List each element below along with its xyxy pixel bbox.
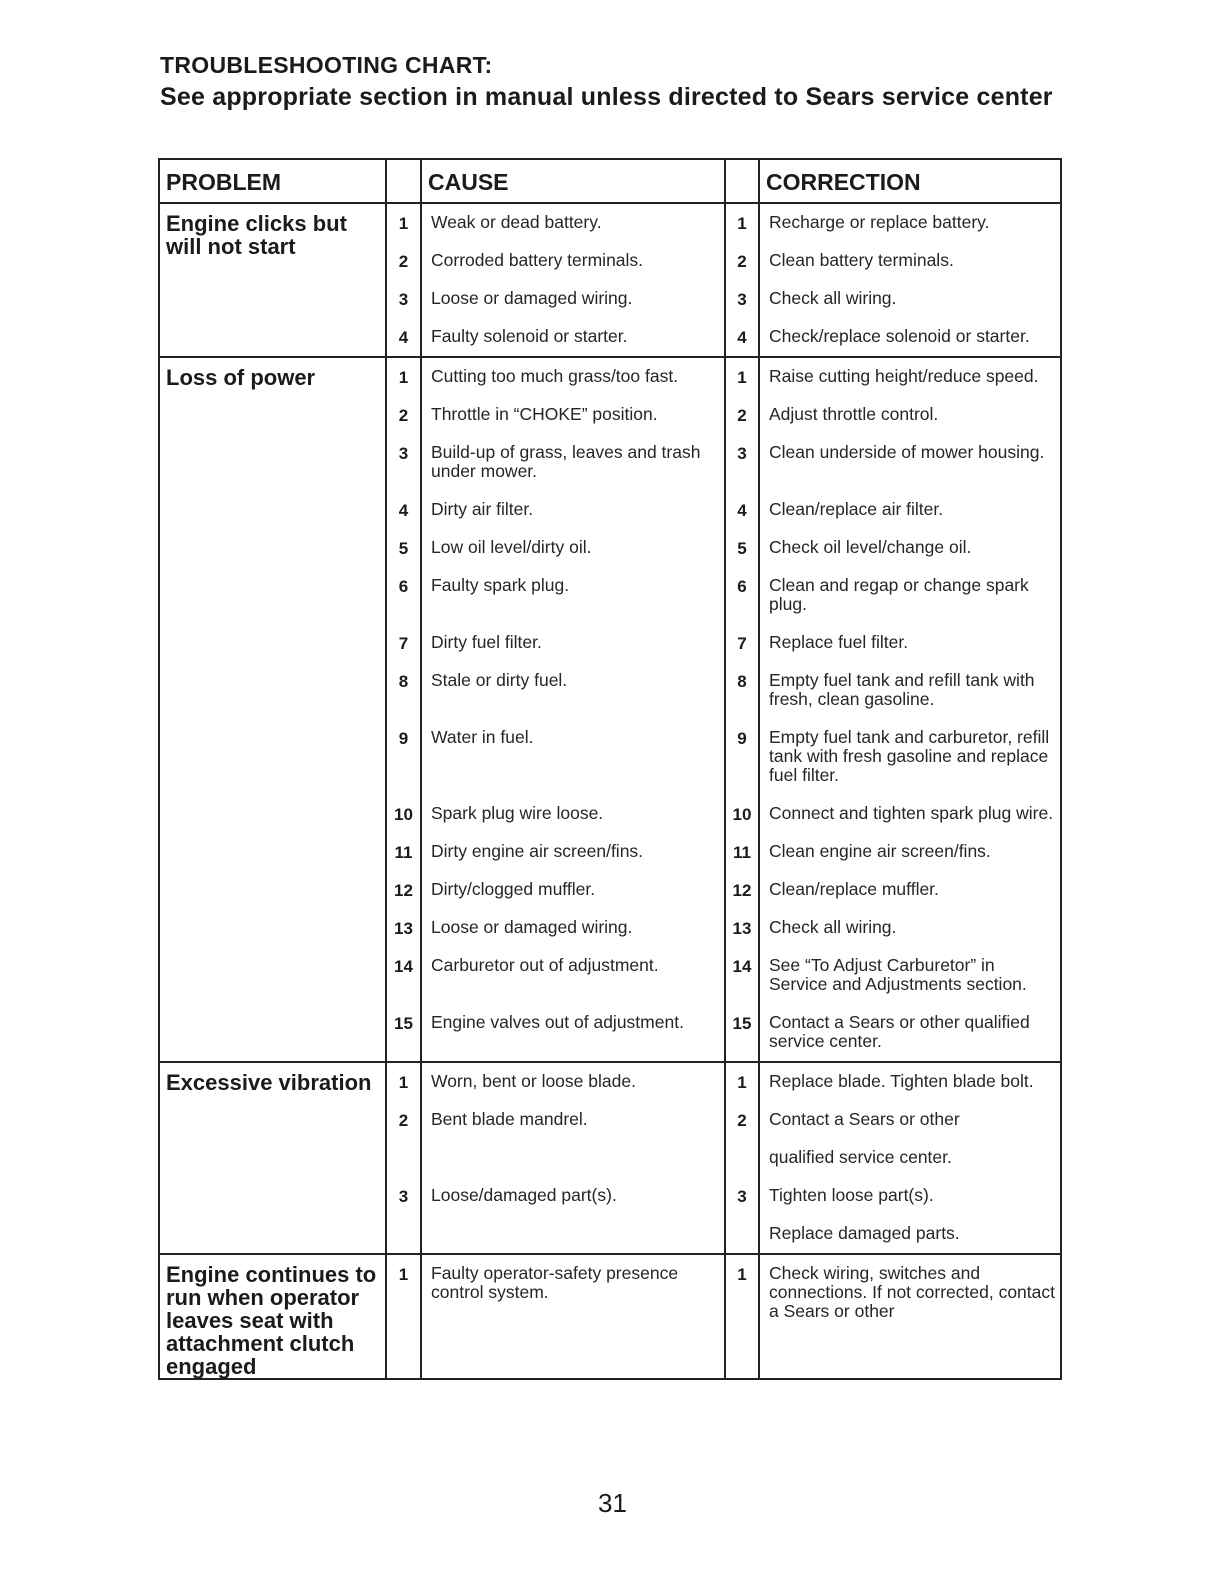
cause-cell: Dirty fuel filter. xyxy=(421,624,725,662)
correction-number: 3 xyxy=(725,280,759,318)
cause-cell: Faulty operator-safety presence control system. xyxy=(421,1254,725,1379)
correction-number: 12 xyxy=(725,871,759,909)
table-header-row xyxy=(159,159,1061,203)
cause-number: 14 xyxy=(386,947,421,1004)
correction-number: 10 xyxy=(725,795,759,833)
correction-number: 4 xyxy=(725,491,759,529)
correction-cell: Replace fuel filter. xyxy=(759,624,1061,662)
cause-cell: Faulty spark plug. xyxy=(421,567,725,624)
cause-number: 1 xyxy=(386,203,421,242)
correction-cell: Clean battery terminals. xyxy=(759,242,1061,280)
cause-cell: Corroded battery terminals. xyxy=(421,242,725,280)
correction-cell: Check all wiring. xyxy=(759,280,1061,318)
cause-cell: Worn, bent or loose blade. xyxy=(421,1062,725,1101)
cause-number: 5 xyxy=(386,529,421,567)
cause-number: 3 xyxy=(386,434,421,491)
correction-cell: Clean/replace muffler. xyxy=(759,871,1061,909)
correction-number: 1 xyxy=(725,357,759,396)
cause-cell: Build-up of grass, leaves and trash under mower. xyxy=(421,434,725,491)
table-row xyxy=(159,203,1061,242)
cause-cell: Throttle in “CHOKE” position. xyxy=(421,396,725,434)
correction-cell: Replace damaged parts. xyxy=(759,1215,1061,1254)
correction-cell: Check wiring, switches and connections. If not corrected, contact a Sears or other xyxy=(759,1254,1061,1379)
correction-cell: Check all wiring. xyxy=(759,909,1061,947)
correction-cell: Adjust throttle control. xyxy=(759,396,1061,434)
correction-cell: Replace blade. Tighten blade bolt. xyxy=(759,1062,1061,1101)
correction-cell: Contact a Sears or other xyxy=(759,1101,1061,1139)
cause-cell: Carburetor out of adjustment. xyxy=(421,947,725,1004)
correction-number xyxy=(725,1215,759,1254)
correction-cell: Clean engine air screen/fins. xyxy=(759,833,1061,871)
correction-cell: Clean and regap or change spark plug. xyxy=(759,567,1061,624)
correction-cell: Check/replace solenoid or starter. xyxy=(759,318,1061,357)
correction-number: 2 xyxy=(725,1101,759,1139)
cause-cell: Cutting too much grass/too fast. xyxy=(421,357,725,396)
cause-number: 2 xyxy=(386,396,421,434)
correction-number: 5 xyxy=(725,529,759,567)
cause-cell: Loose/damaged part(s). xyxy=(421,1177,725,1215)
cause-number: 9 xyxy=(386,719,421,795)
chart-subtitle: See appropriate section in manual unless directed to Sears service center xyxy=(160,83,1053,111)
page-number: 31 xyxy=(598,1488,627,1518)
cause-cell: Dirty/clogged muffler. xyxy=(421,871,725,909)
cause-cell: Spark plug wire loose. xyxy=(421,795,725,833)
cause-number: 3 xyxy=(386,280,421,318)
table-row xyxy=(159,1062,1061,1101)
cause-number: 12 xyxy=(386,871,421,909)
correction-number: 11 xyxy=(725,833,759,871)
correction-cell: qualified service center. xyxy=(759,1139,1061,1177)
correction-number: 2 xyxy=(725,396,759,434)
correction-number: 7 xyxy=(725,624,759,662)
correction-number: 8 xyxy=(725,662,759,719)
cause-cell: Dirty air filter. xyxy=(421,491,725,529)
correction-number: 14 xyxy=(725,947,759,1004)
correction-number: 1 xyxy=(725,203,759,242)
cause-cell: Faulty solenoid or starter. xyxy=(421,318,725,357)
column-header-cause: CAUSE xyxy=(421,159,725,203)
correction-number: 1 xyxy=(725,1254,759,1379)
correction-cell: Check oil level/change oil. xyxy=(759,529,1061,567)
correction-cell: Contact a Sears or other qualified service center. xyxy=(759,1004,1061,1062)
cause-number: 6 xyxy=(386,567,421,624)
correction-cell: Empty fuel tank and refill tank with fresh, clean gasoline. xyxy=(759,662,1061,719)
cause-number: 1 xyxy=(386,1062,421,1101)
cause-cell: Water in fuel. xyxy=(421,719,725,795)
cause-number xyxy=(386,1139,421,1177)
correction-cell: Tighten loose part(s). xyxy=(759,1177,1061,1215)
correction-cell: Empty fuel tank and carburetor, refill tank with fresh gasoline and replace fuel filter. xyxy=(759,719,1061,795)
cause-number: 1 xyxy=(386,1254,421,1379)
correction-number: 15 xyxy=(725,1004,759,1062)
correction-number: 9 xyxy=(725,719,759,795)
cause-number: 3 xyxy=(386,1177,421,1215)
cause-cell xyxy=(421,1139,725,1177)
cause-cell: Loose or damaged wiring. xyxy=(421,909,725,947)
cause-number: 2 xyxy=(386,1101,421,1139)
correction-cell: Raise cutting height/reduce speed. xyxy=(759,357,1061,396)
correction-number: 13 xyxy=(725,909,759,947)
cause-cell xyxy=(421,1215,725,1254)
correction-number: 2 xyxy=(725,242,759,280)
column-header-problem: PROBLEM xyxy=(159,159,386,203)
cause-cell: Low oil level/dirty oil. xyxy=(421,529,725,567)
problem-cell: Excessive vibration xyxy=(159,1062,386,1254)
chart-title: TROUBLESHOOTING CHART: xyxy=(160,52,493,78)
cause-cell: Engine valves out of adjustment. xyxy=(421,1004,725,1062)
cause-cell: Weak or dead battery. xyxy=(421,203,725,242)
cause-number: 15 xyxy=(386,1004,421,1062)
table-row xyxy=(159,357,1061,396)
correction-cell: Recharge or replace battery. xyxy=(759,203,1061,242)
correction-number: 3 xyxy=(725,1177,759,1215)
correction-number: 6 xyxy=(725,567,759,624)
cause-number xyxy=(386,1215,421,1254)
correction-cell: See “To Adjust Carburetor” in Service and Adjustments section. xyxy=(759,947,1061,1004)
column-header-correction-number xyxy=(725,159,759,203)
problem-cell: Engine clicks but will not start xyxy=(159,203,386,357)
cause-cell: Bent blade mandrel. xyxy=(421,1101,725,1139)
table-row xyxy=(159,1254,1061,1379)
cause-number: 2 xyxy=(386,242,421,280)
correction-cell: Clean/replace air filter. xyxy=(759,491,1061,529)
correction-number: 3 xyxy=(725,434,759,491)
correction-cell: Connect and tighten spark plug wire. xyxy=(759,795,1061,833)
cause-cell: Dirty engine air screen/fins. xyxy=(421,833,725,871)
cause-number: 4 xyxy=(386,318,421,357)
correction-number: 4 xyxy=(725,318,759,357)
cause-number: 7 xyxy=(386,624,421,662)
cause-number: 4 xyxy=(386,491,421,529)
cause-cell: Stale or dirty fuel. xyxy=(421,662,725,719)
cause-number: 1 xyxy=(386,357,421,396)
cause-number: 8 xyxy=(386,662,421,719)
problem-cell: Engine continues to run when operator leaves seat with attachment clutch engaged xyxy=(159,1254,386,1379)
cause-number: 11 xyxy=(386,833,421,871)
problem-cell: Loss of power xyxy=(159,357,386,1062)
correction-number xyxy=(725,1139,759,1177)
cause-number: 13 xyxy=(386,909,421,947)
column-header-correction: CORRECTION xyxy=(759,159,1061,203)
column-header-cause-number xyxy=(386,159,421,203)
correction-cell: Clean underside of mower housing. xyxy=(759,434,1061,491)
cause-number: 10 xyxy=(386,795,421,833)
troubleshooting-table xyxy=(158,158,1062,1380)
correction-number: 1 xyxy=(725,1062,759,1101)
cause-cell: Loose or damaged wiring. xyxy=(421,280,725,318)
